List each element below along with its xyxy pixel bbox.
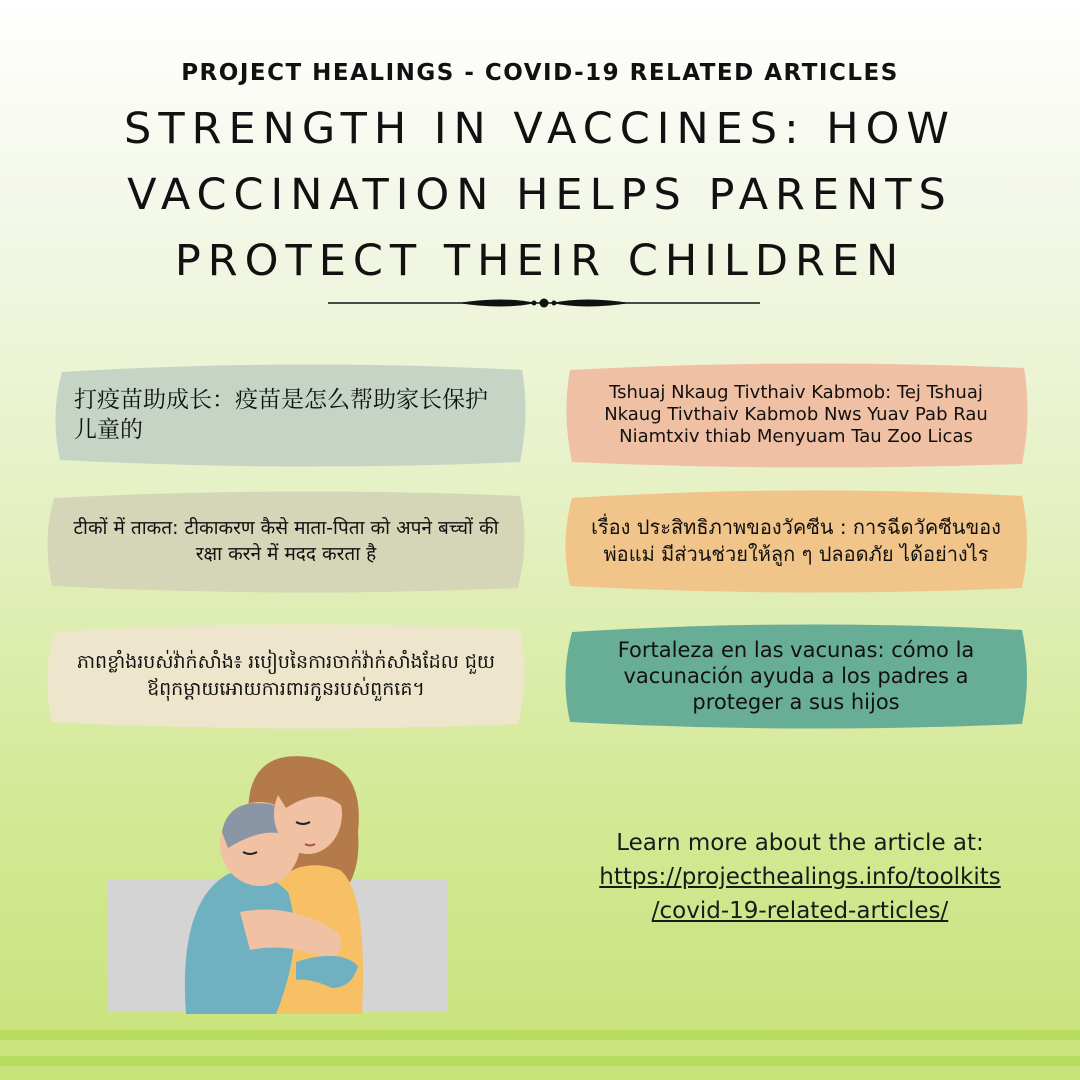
decorative-stripe-bottom bbox=[0, 1056, 1080, 1066]
translation-text-chinese: 打疫苗助成长：疫苗是怎么帮助家长保护儿童的 bbox=[74, 387, 488, 443]
translation-spanish bbox=[562, 620, 1030, 732]
translation-hmong bbox=[562, 360, 1030, 470]
article-link-line-1[interactable]: https://projecthealings.info/toolkits bbox=[599, 864, 1001, 890]
translation-text-hindi: टीकों में ताकत: टीकाकरण कैसे माता-पिता को अपने बच्चों की रक्षा करने में मदद करता है bbox=[73, 517, 499, 565]
translation-chinese bbox=[52, 360, 528, 470]
translation-text-hmong: Tshuaj Nkaug Tivthaiv Kabmob: Tej Tshuaj Nkaug Tivthaiv Kabmob Nws Yuav Pab Rau Niamtxiv thiab Menyuam Tau Zoo Licas bbox=[604, 382, 988, 447]
translation-thai bbox=[562, 486, 1030, 596]
article-link-line-2[interactable]: /covid-19-related-articles/ bbox=[651, 898, 949, 924]
learn-more-block bbox=[580, 826, 1020, 928]
decorative-stripe-top bbox=[0, 1030, 1080, 1040]
mother-hugging-child-illustration bbox=[100, 752, 460, 1014]
ornamental-divider bbox=[328, 293, 760, 313]
learn-more-lead: Learn more about the article at: bbox=[616, 830, 984, 856]
page-title: STRENGTH IN VACCINES: HOW VACCINATION HELPS PARENTS PROTECT THEIR CHILDREN bbox=[124, 104, 956, 286]
translation-hindi bbox=[44, 488, 528, 594]
translation-khmer bbox=[44, 620, 528, 732]
translation-text-khmer: ភាពខ្លាំងរបស់វ៉ាក់សាំង៖ របៀបនៃការចាក់វ៉ាក់សាំងដែល ជួយឪពុកម្តាយអោយការពារកូនរបស់ពួកគេ។ bbox=[76, 651, 496, 700]
kicker-heading: PROJECT HEALINGS - COVID-19 RELATED ARTICLES bbox=[181, 60, 899, 86]
translation-text-thai: เรื่อง ประสิทธิภาพของวัคซีน : การฉีดวัคซีนของพ่อแม่ มีส่วนช่วยให้ลูก ๆ ปลอดภัย ได้อย่างไร bbox=[591, 515, 1001, 566]
translation-text-spanish: Fortaleza en las vacunas: cómo la vacunación ayuda a los padres a proteger a sus hijos bbox=[617, 638, 975, 714]
